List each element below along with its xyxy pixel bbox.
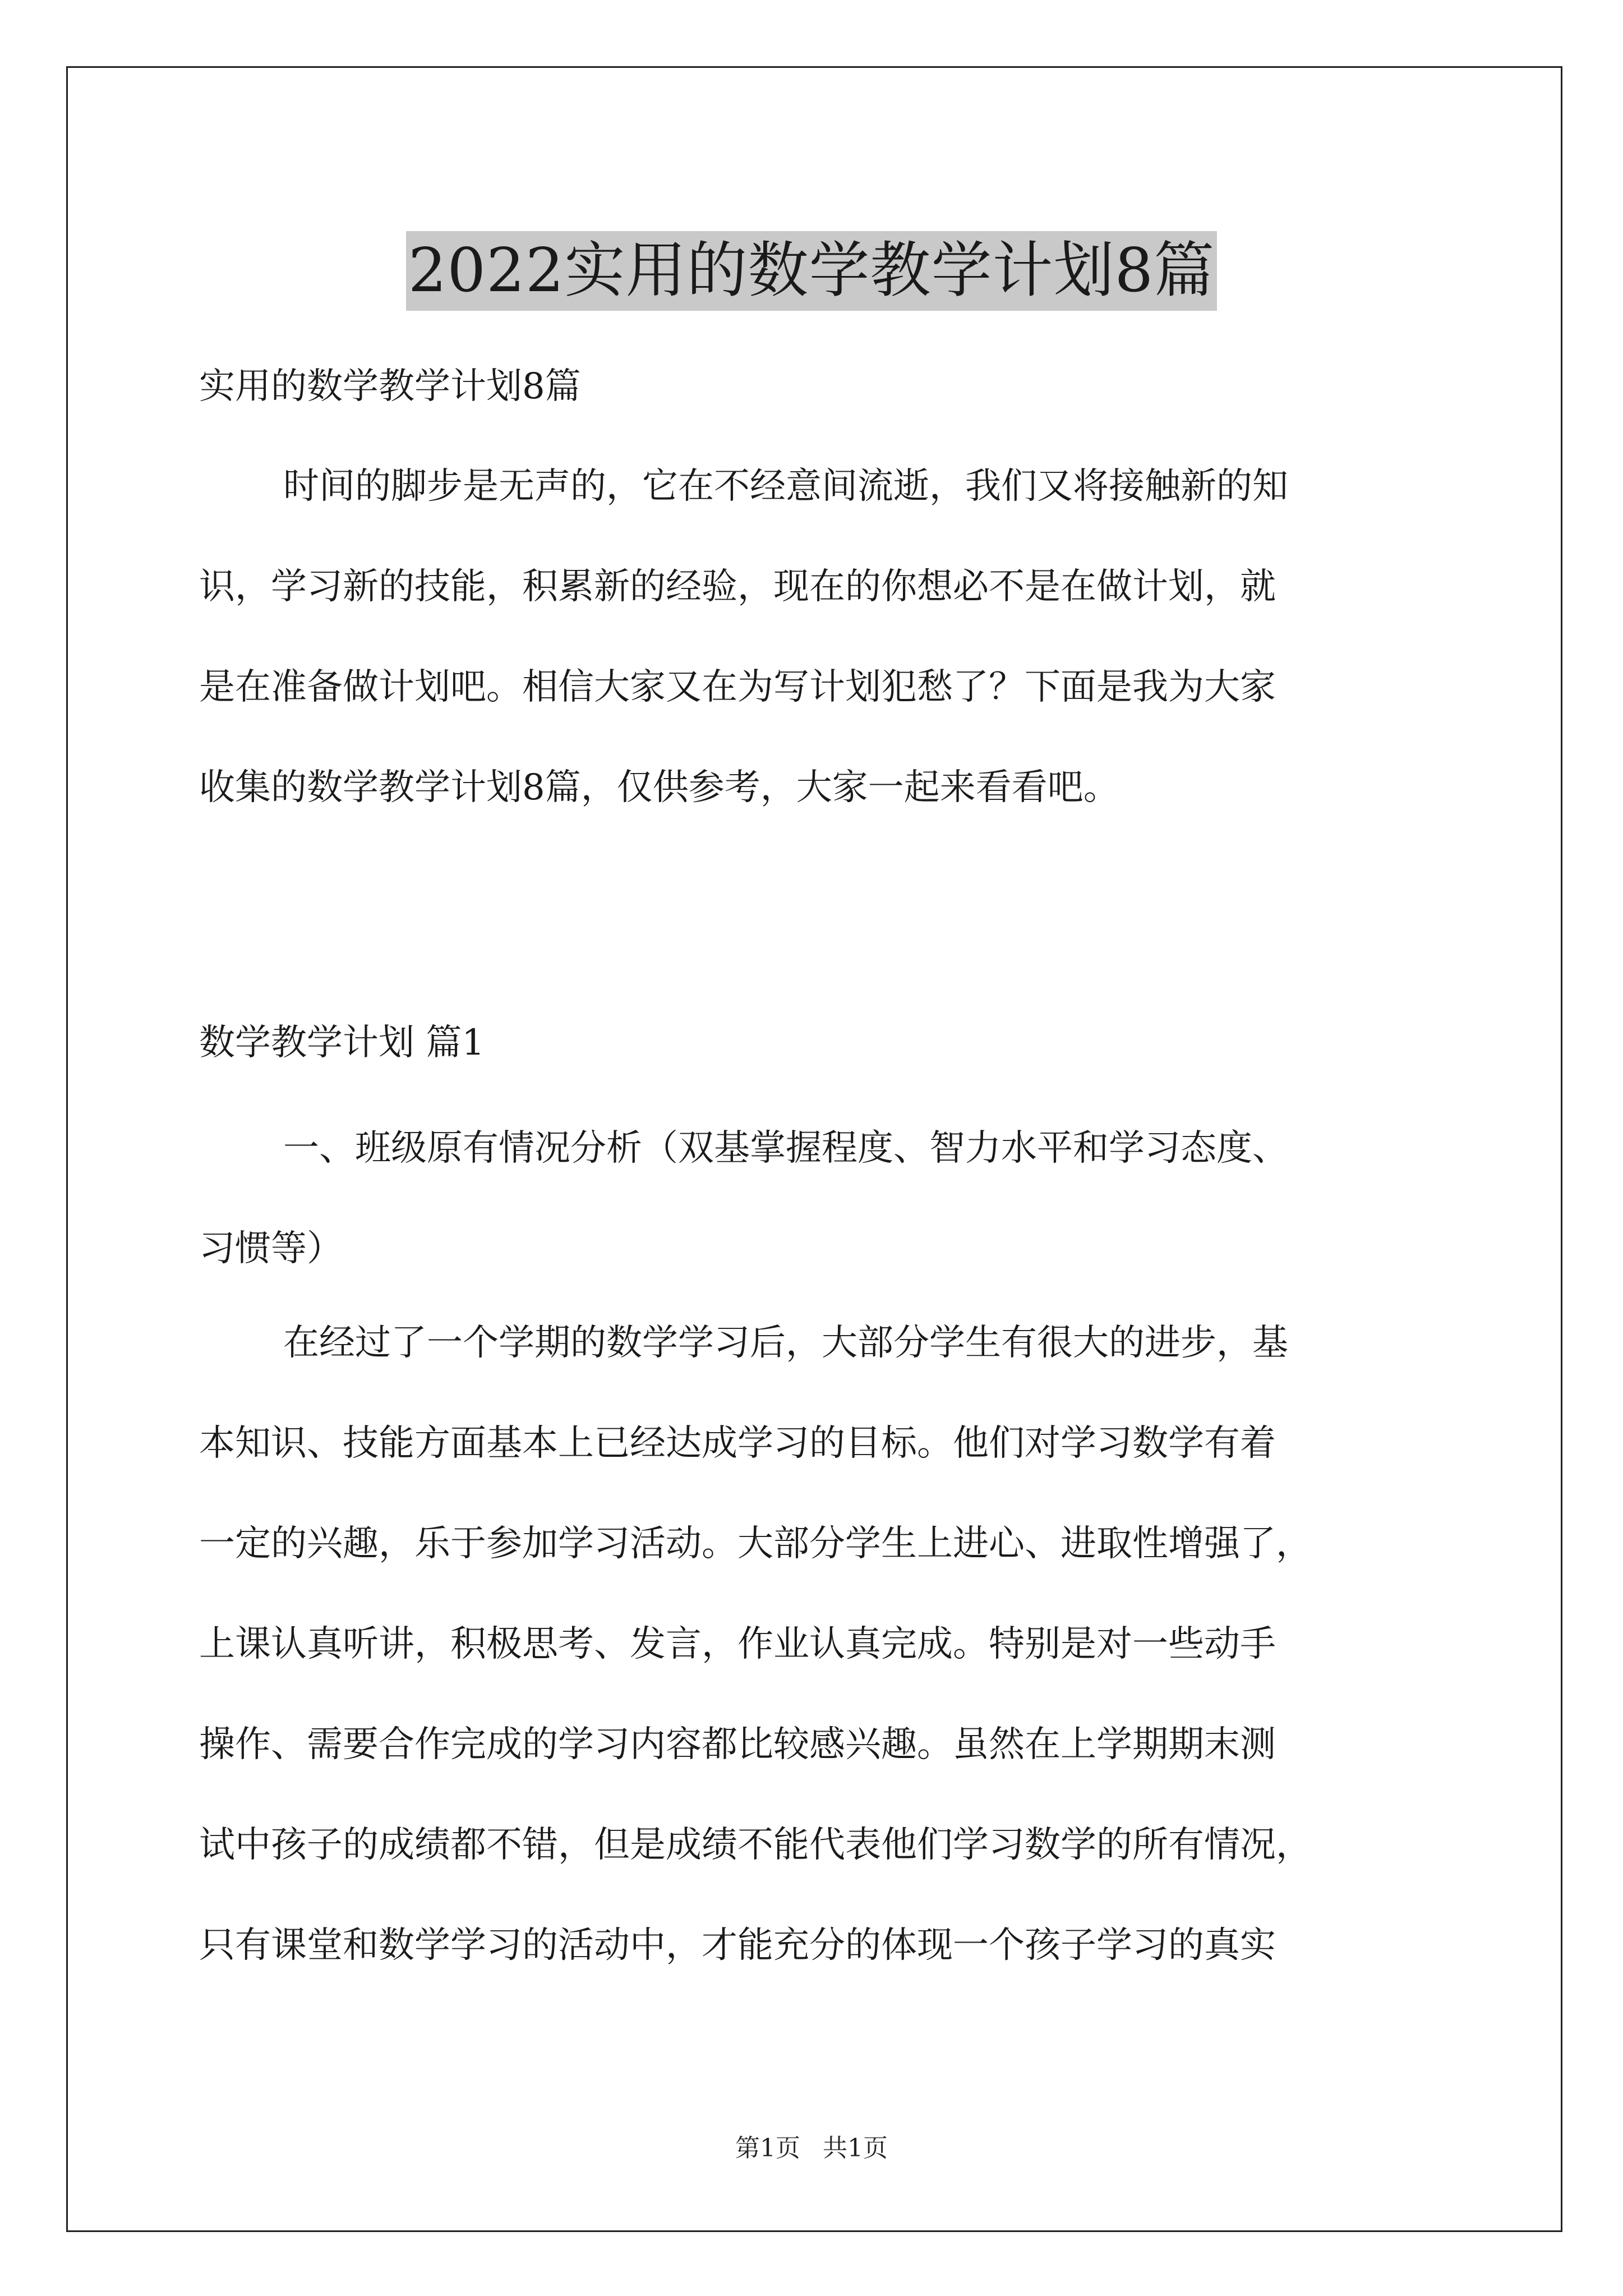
body-line: 在经过了一个学期的数学学习后，大部分学生有很大的进步，基	[283, 1322, 1288, 1364]
point-one-line: 习惯等）	[199, 1228, 343, 1269]
intro-line: 是在准备做计划吧。相信大家又在为写计划犯愁了？下面是我为大家	[199, 666, 1276, 708]
page-number: 第1页	[735, 2134, 800, 2162]
body-line: 试中孩子的成绩都不错，但是成绩不能代表他们学习数学的所有情况，	[199, 1824, 1312, 1866]
page-total: 共1页	[823, 2134, 888, 2162]
document-subtitle: 实用的数学教学计划8篇	[199, 366, 581, 407]
body-line: 只有课堂和数学学习的活动中，才能充分的体现一个孩子学习的真实	[199, 1925, 1276, 1966]
document-title: 2022实用的数学教学计划8篇	[406, 231, 1218, 311]
subtitle-block	[199, 337, 1433, 437]
title-container	[0, 191, 1623, 352]
body-line: 操作、需要合作完成的学习内容都比较感兴趣。虽然在上学期期末测	[199, 1724, 1276, 1765]
body-line: 本知识、技能方面基本上已经达成学习的目标。他们对学习数学有着	[199, 1423, 1276, 1464]
body-paragraph	[199, 1293, 1433, 1996]
intro-line: 时间的脚步是无声的，它在不经意间流逝，我们又将接触新的知	[283, 466, 1288, 507]
section-heading: 数学教学计划 篇1	[199, 1022, 485, 1064]
point-one-line: 一、班级原有情况分析（双基掌握程度、智力水平和学习态度、	[283, 1128, 1288, 1169]
page-footer	[0, 2132, 1623, 2165]
body-line: 一定的兴趣，乐于参加学习活动。大部分学生上进心、进取性增强了，	[199, 1523, 1312, 1565]
intro-line: 收集的数学教学计划8篇，仅供参考，大家一起来看看吧。	[199, 767, 1119, 808]
section-heading-block	[199, 993, 1433, 1093]
intro-paragraph	[199, 436, 1433, 838]
body-line: 上课认真听讲，积极思考、发言，作业认真完成。特别是对一些动手	[199, 1623, 1276, 1665]
intro-line: 识，学习新的技能，积累新的经验，现在的你想必不是在做计划，就	[199, 566, 1276, 608]
point-one-paragraph	[199, 1098, 1433, 1299]
